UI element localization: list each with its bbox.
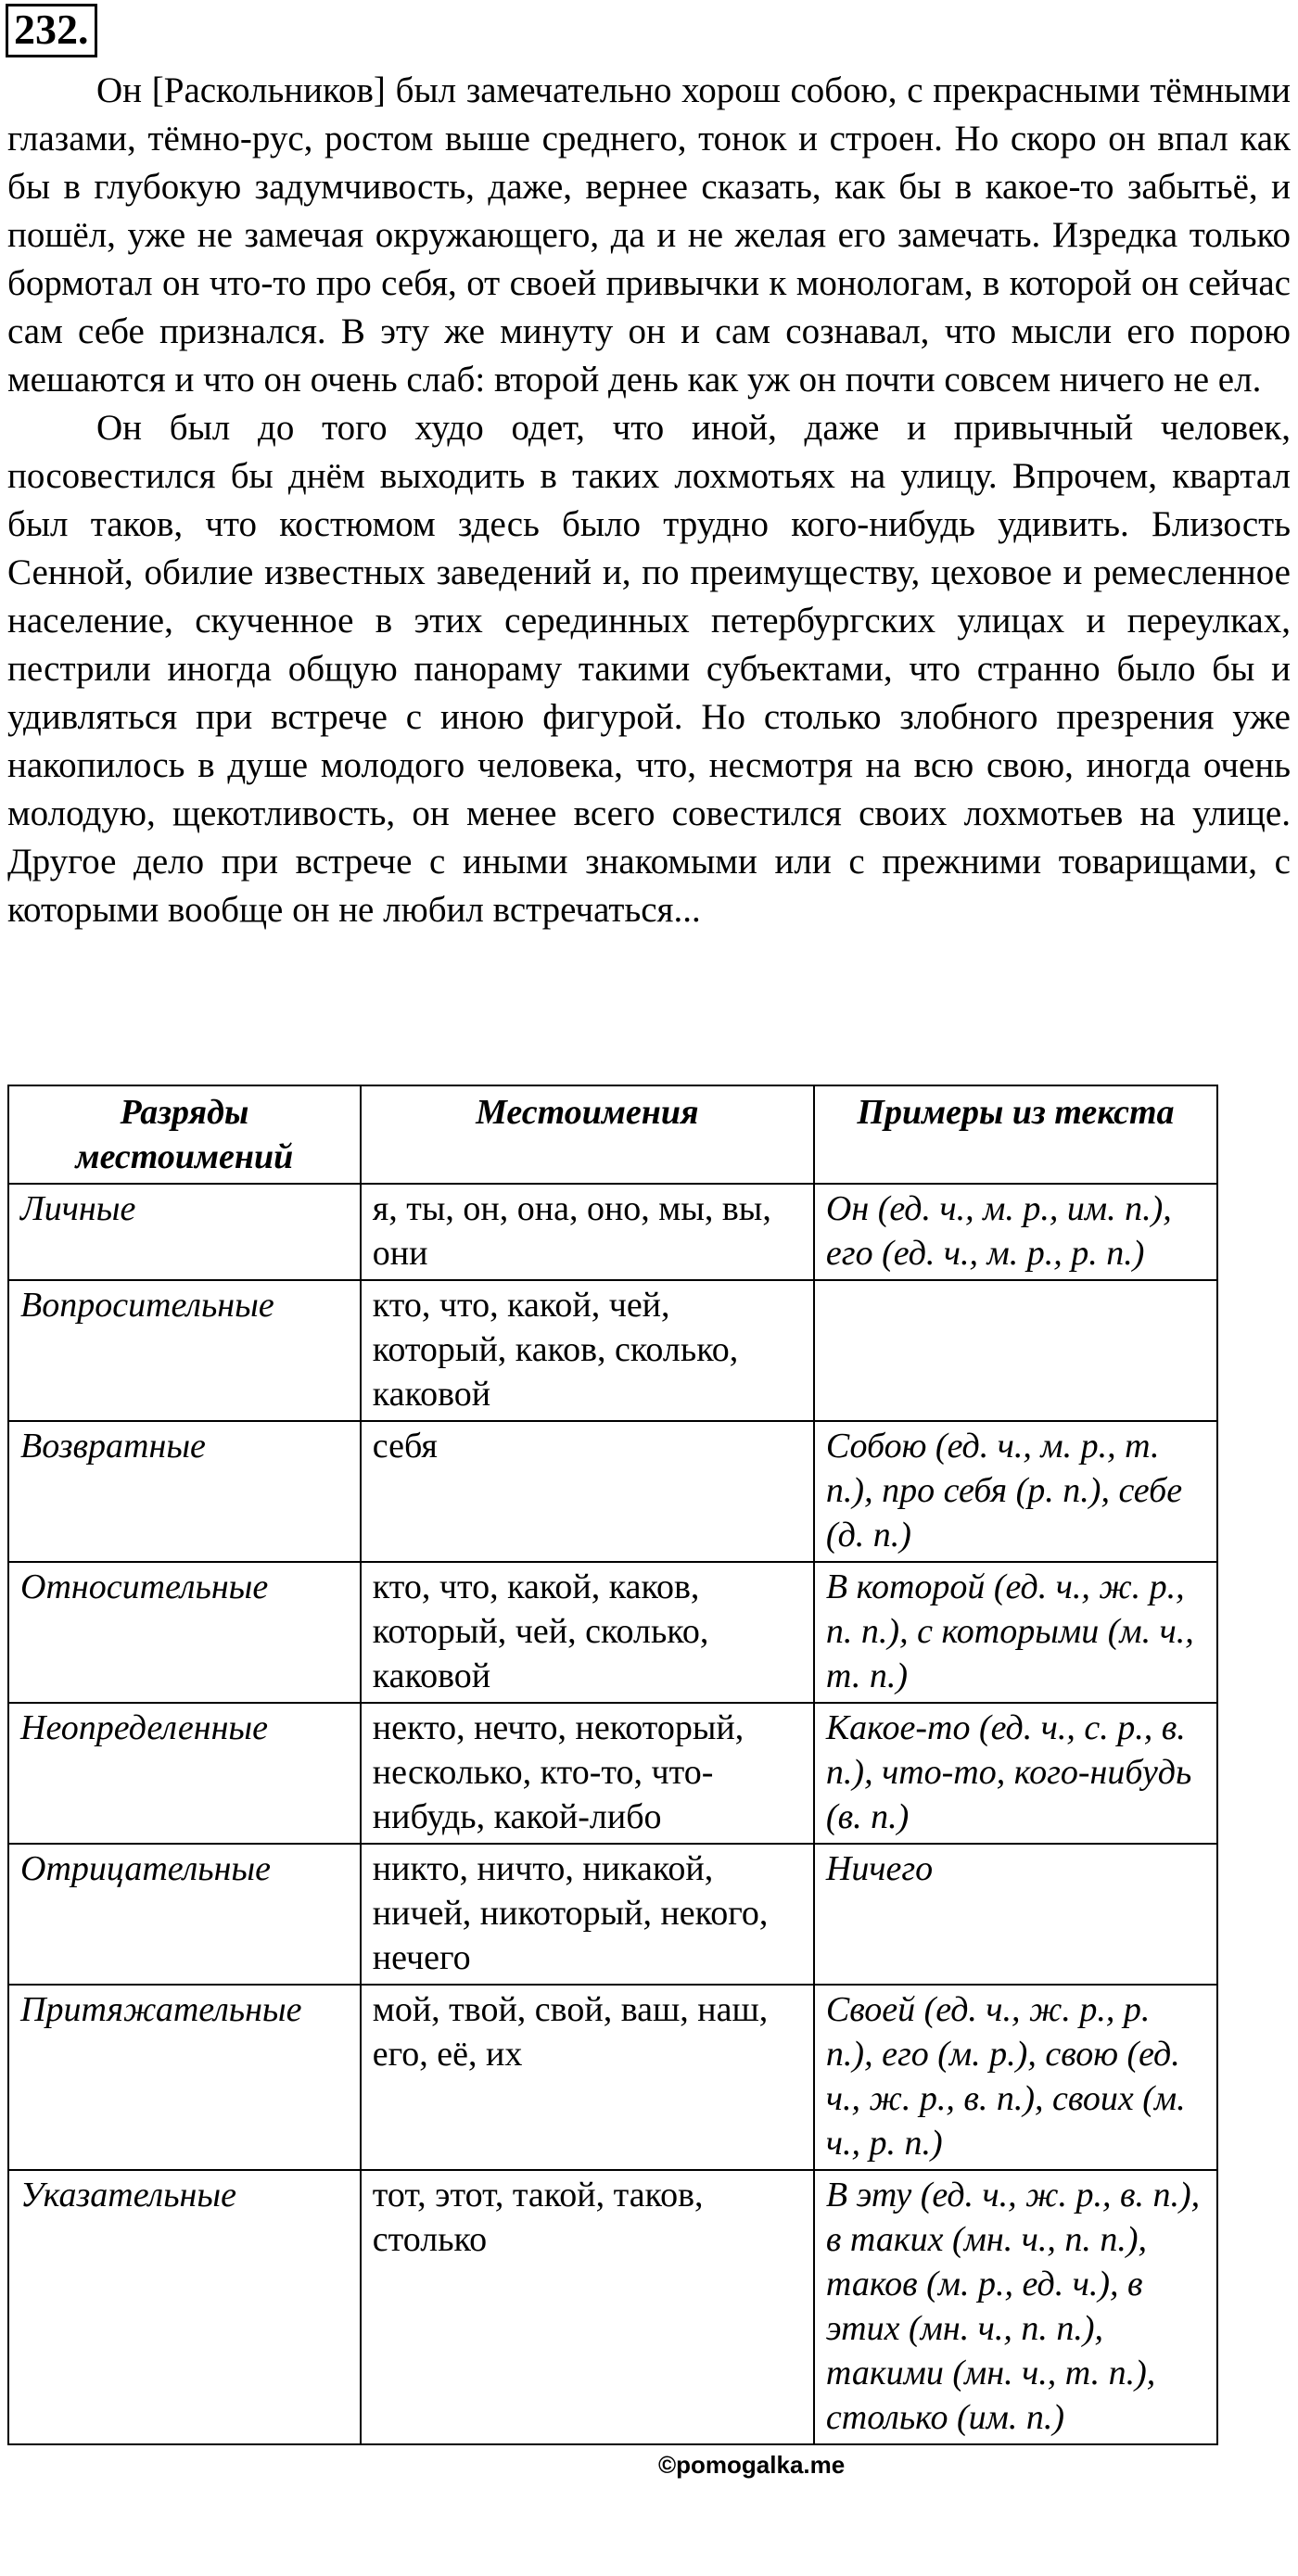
pronouns-cell: мой, твой, свой, ваш, наш, его, её, их bbox=[361, 1985, 814, 2170]
header-pronouns: Местоимения bbox=[361, 1085, 814, 1184]
pronouns-cell: тот, этот, такой, таков, столько bbox=[361, 2170, 814, 2444]
pronouns-cell: я, ты, он, она, оно, мы, вы, они bbox=[361, 1184, 814, 1280]
category-cell: Относительные bbox=[8, 1562, 361, 1703]
pronouns-cell: никто, ничто, никакой, ничей, никоторый, некого, нечего bbox=[361, 1844, 814, 1985]
category-cell: Неопределенные bbox=[8, 1703, 361, 1844]
examples-cell: Ничего bbox=[814, 1844, 1217, 1985]
header-category: Разряды местоимений bbox=[8, 1085, 361, 1184]
pronoun-categories-table bbox=[7, 1085, 1218, 2445]
examples-cell: Какое-то (ед. ч., с. р., в. п.), что-то, кого-нибудь (в. п.) bbox=[814, 1703, 1217, 1844]
text-paragraph: Он был до того худо одет, что иной, даже и привычный человек, посовестился бы днём выходить в таких лохмотьях на улицу. Впрочем, квартал был таков, что костюмом здесь было трудно кого-нибудь удивить. Близость Сенной, обилие известных заведений и, по преимуществу, цеховое и ремесленное население, скученное в этих серединных петербургских улицах и переулках, пестрили иногда общую панораму такими субъектами, что странно было бы и удивляться при встрече с иною фигурой. Но столько злобного презрения уже накопилось в душе молодого человека, что, несмотря на всю свою, иногда очень молодую, щекотливость, он менее всего совестился своих лохмотьев на улице. Другое дело при встрече с иными знакомыми или с прежними товарищами, с которыми вообще он не любил встречаться... bbox=[7, 408, 1291, 930]
table-row bbox=[8, 1421, 1217, 1562]
table-row bbox=[8, 1703, 1217, 1844]
examples-cell: В эту (ед. ч., ж. р., в. п.), в таких (мн. ч., п. п.), таков (м. р., ед. ч.), в этих (мн. ч., п. п.), такими (мн. ч., т. п.), столько (им. п.) bbox=[814, 2170, 1217, 2444]
pronouns-cell: кто, что, какой, каков, который, чей, сколько, каковой bbox=[361, 1562, 814, 1703]
category-cell: Личные bbox=[8, 1184, 361, 1280]
header-examples: Примеры из текста bbox=[814, 1085, 1217, 1184]
examples-cell bbox=[814, 1280, 1217, 1421]
examples-cell: Собою (ед. ч., м. р., т. п.), про себя (р. п.), себе (д. п.) bbox=[814, 1421, 1217, 1562]
pronouns-cell: некто, нечто, некоторый, несколько, кто-то, что-нибудь, какой-либо bbox=[361, 1703, 814, 1844]
table-row bbox=[8, 1562, 1217, 1703]
exercise-number: 232. bbox=[6, 4, 97, 57]
category-cell: Вопросительные bbox=[8, 1280, 361, 1421]
category-cell: Отрицательные bbox=[8, 1844, 361, 1985]
table-header-row bbox=[8, 1085, 1217, 1184]
text-paragraph: Он [Раскольников] был замечательно хорош собою, с прекрасными тёмными глазами, тёмно-рус, ростом выше среднего, тонок и строен. Но скоро он впал как бы в глубокую задумчивость, даже, вернее сказать, как бы в какое-то забытьё, и пошёл, уже не замечая окружающего, да и не желая его замечать. Изредка только бормотал он что-то про себя, от своей привычки к монологам, в которой он сейчас сам себе признался. В эту же минуту он и сам сознавал, что мысли его порою мешаются и что он очень слаб: второй день как уж он почти совсем ничего не ел. bbox=[7, 70, 1291, 400]
table-row bbox=[8, 2170, 1217, 2444]
table-row bbox=[8, 1985, 1217, 2170]
examples-cell: Он (ед. ч., м. р., им. п.), его (ед. ч., м. р., р. п.) bbox=[814, 1184, 1217, 1280]
watermark: ©pomogalka.me bbox=[658, 2451, 846, 2479]
literary-text bbox=[7, 67, 1291, 934]
pronouns-cell: себя bbox=[361, 1421, 814, 1562]
category-cell: Указательные bbox=[8, 2170, 361, 2444]
table-row bbox=[8, 1844, 1217, 1985]
examples-cell: Своей (ед. ч., ж. р., р. п.), его (м. р.), свою (ед. ч., ж. р., в. п.), своих (м. ч., р. п.) bbox=[814, 1985, 1217, 2170]
pronouns-cell: кто, что, какой, чей, который, каков, сколько, каковой bbox=[361, 1280, 814, 1421]
table-row bbox=[8, 1184, 1217, 1280]
category-cell: Притяжательные bbox=[8, 1985, 361, 2170]
examples-cell: В которой (ед. ч., ж. р., п. п.), с которыми (м. ч., т. п.) bbox=[814, 1562, 1217, 1703]
category-cell: Возвратные bbox=[8, 1421, 361, 1562]
table-row bbox=[8, 1280, 1217, 1421]
